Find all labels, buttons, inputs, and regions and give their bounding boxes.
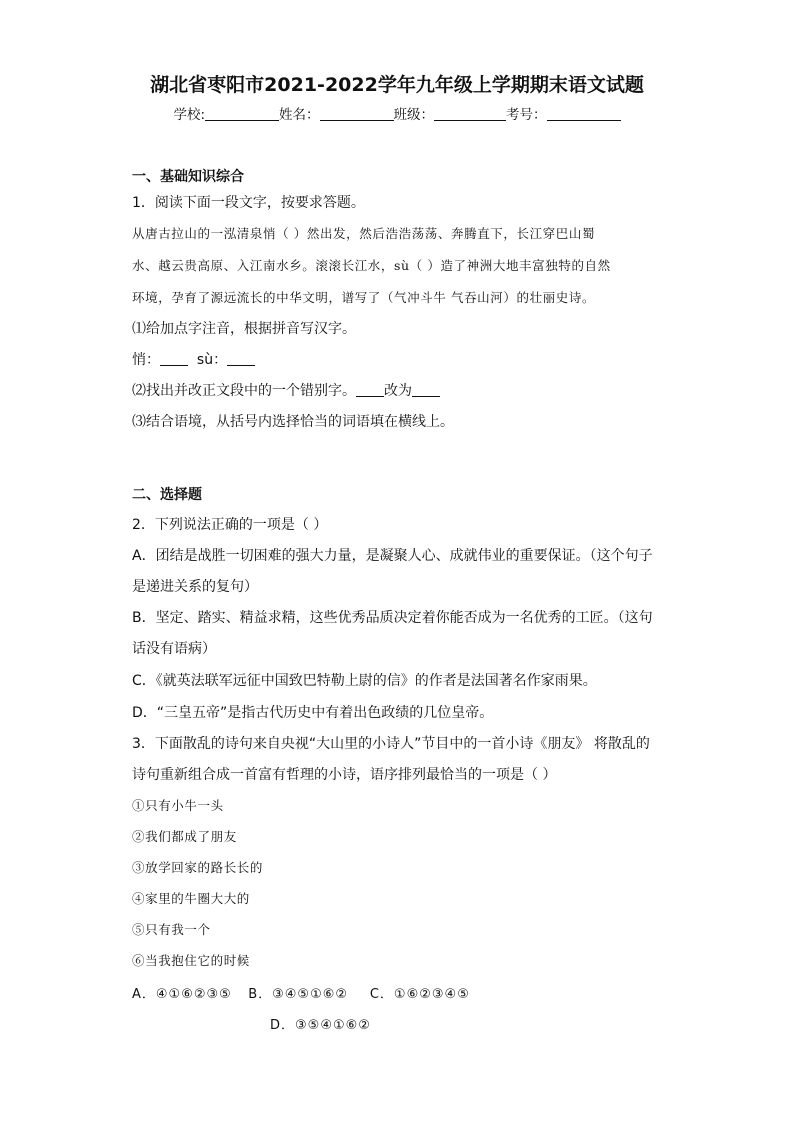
q2-option-a-line1: A．团结是战胜一切困难的强大力量，是凝聚人心、成就伟业的重要保证。（这个句子 bbox=[132, 548, 653, 564]
fill-su-blank[interactable] bbox=[227, 352, 255, 366]
class-label: 班级： bbox=[393, 107, 435, 123]
class-blank[interactable] bbox=[434, 106, 506, 121]
q3-option-c[interactable]: C．①⑥②③④⑤ bbox=[369, 987, 470, 1002]
q1-passage-line1: 从唐古拉山的一泓清泉悄（ ）然出发，然后浩浩荡荡、奔腾直下，长江穿巴山蜀 bbox=[132, 226, 596, 241]
correct-char-blank[interactable] bbox=[412, 383, 440, 397]
q1-sub2-text: ⑵找出并改正文段中的一个错别字。 bbox=[132, 383, 356, 399]
student-info-row bbox=[0, 103, 794, 123]
q2-option-d: D．“三皇五帝”是指古代历史中有着出色政绩的几位皇帝。 bbox=[132, 705, 494, 721]
school-blank[interactable] bbox=[205, 106, 279, 121]
q1-sub1-fill bbox=[132, 349, 255, 369]
q3-poem-line: ①只有小牛一头 bbox=[132, 798, 224, 813]
fill-su-label: sù： bbox=[196, 352, 228, 368]
id-blank[interactable] bbox=[547, 106, 621, 121]
q1-sub2-change: 改为 bbox=[384, 383, 412, 399]
q3-poem-line: ⑥当我抱住它的时候 bbox=[132, 953, 250, 968]
fill-qiao-label: 悄： bbox=[132, 352, 160, 368]
q3-option-d[interactable]: D．③⑤④①⑥② bbox=[270, 1018, 371, 1033]
q1-sub3: ⑶结合语境，从括号内选择恰当的词语填在横线上。 bbox=[132, 414, 454, 430]
name-label: 姓名： bbox=[279, 107, 320, 123]
q1-sub1: ⑴给加点字注音，根据拼音写汉字。 bbox=[132, 321, 356, 337]
q3-option-d-row bbox=[270, 1014, 371, 1033]
q3-options-row bbox=[132, 983, 470, 1002]
q3-option-a[interactable]: A．④①⑥②③⑤ bbox=[132, 987, 232, 1002]
q1-sub2 bbox=[132, 380, 440, 400]
section2-heading: 二、选择题 bbox=[132, 487, 202, 503]
q3-poem-line: ②我们都成了朋友 bbox=[132, 829, 237, 844]
q3-poem-line: ④家里的牛圈大大的 bbox=[132, 891, 250, 906]
q3-stem-line1: 3．下面散乱的诗句来自央视“大山里的小诗人”节目中的一首小诗《朋友》 将散乱的 bbox=[132, 736, 650, 752]
q2-option-b-line2: 话没有语病） bbox=[132, 641, 216, 657]
school-label: 学校: bbox=[173, 107, 206, 123]
q3-poem-line: ③放学回家的路长长的 bbox=[132, 860, 264, 875]
q1-passage-line3: 环境，孕育了源远流长的中华文明，谱写了（气冲斗牛 气吞山河）的壮丽史诗。 bbox=[132, 290, 596, 305]
q2-option-b-line1: B．坚定、踏实、精益求精，这些优秀品质决定着你能否成为一名优秀的工匠。（这句 bbox=[132, 610, 653, 626]
fill-qiao-blank[interactable] bbox=[160, 352, 188, 366]
id-label: 考号： bbox=[506, 107, 547, 123]
page-title: 湖北省枣阳市2021-2022学年九年级上学期期末语文试题 bbox=[150, 74, 644, 96]
wrong-char-blank[interactable] bbox=[356, 383, 384, 397]
q1-stem: 1．阅读下面一段文字，按要求答题。 bbox=[132, 195, 365, 211]
q3-stem-line2: 诗句重新组合成一首富有哲理的小诗，语序排列最恰当的一项是（ ） bbox=[132, 767, 557, 783]
q3-option-b[interactable]: B．③④⑤①⑥② bbox=[248, 987, 349, 1002]
q2-option-a-line2: 是递进关系的复句） bbox=[132, 579, 258, 595]
section1-heading: 一、基础知识综合 bbox=[132, 169, 244, 185]
q1-passage-line2: 水、越云贵高原、入江南水乡。滚滚长江水，sù（ ）造了神洲大地丰富独特的自然 bbox=[132, 258, 611, 273]
q2-stem: 2．下列说法正确的一项是（ ） bbox=[132, 517, 328, 533]
name-blank[interactable] bbox=[320, 106, 394, 121]
q2-option-c: C．《就英法联军远征中国致巴特勒上尉的信》的作者是法国著名作家雨果。 bbox=[132, 673, 597, 689]
q3-poem-line: ⑤只有我一个 bbox=[132, 922, 211, 937]
